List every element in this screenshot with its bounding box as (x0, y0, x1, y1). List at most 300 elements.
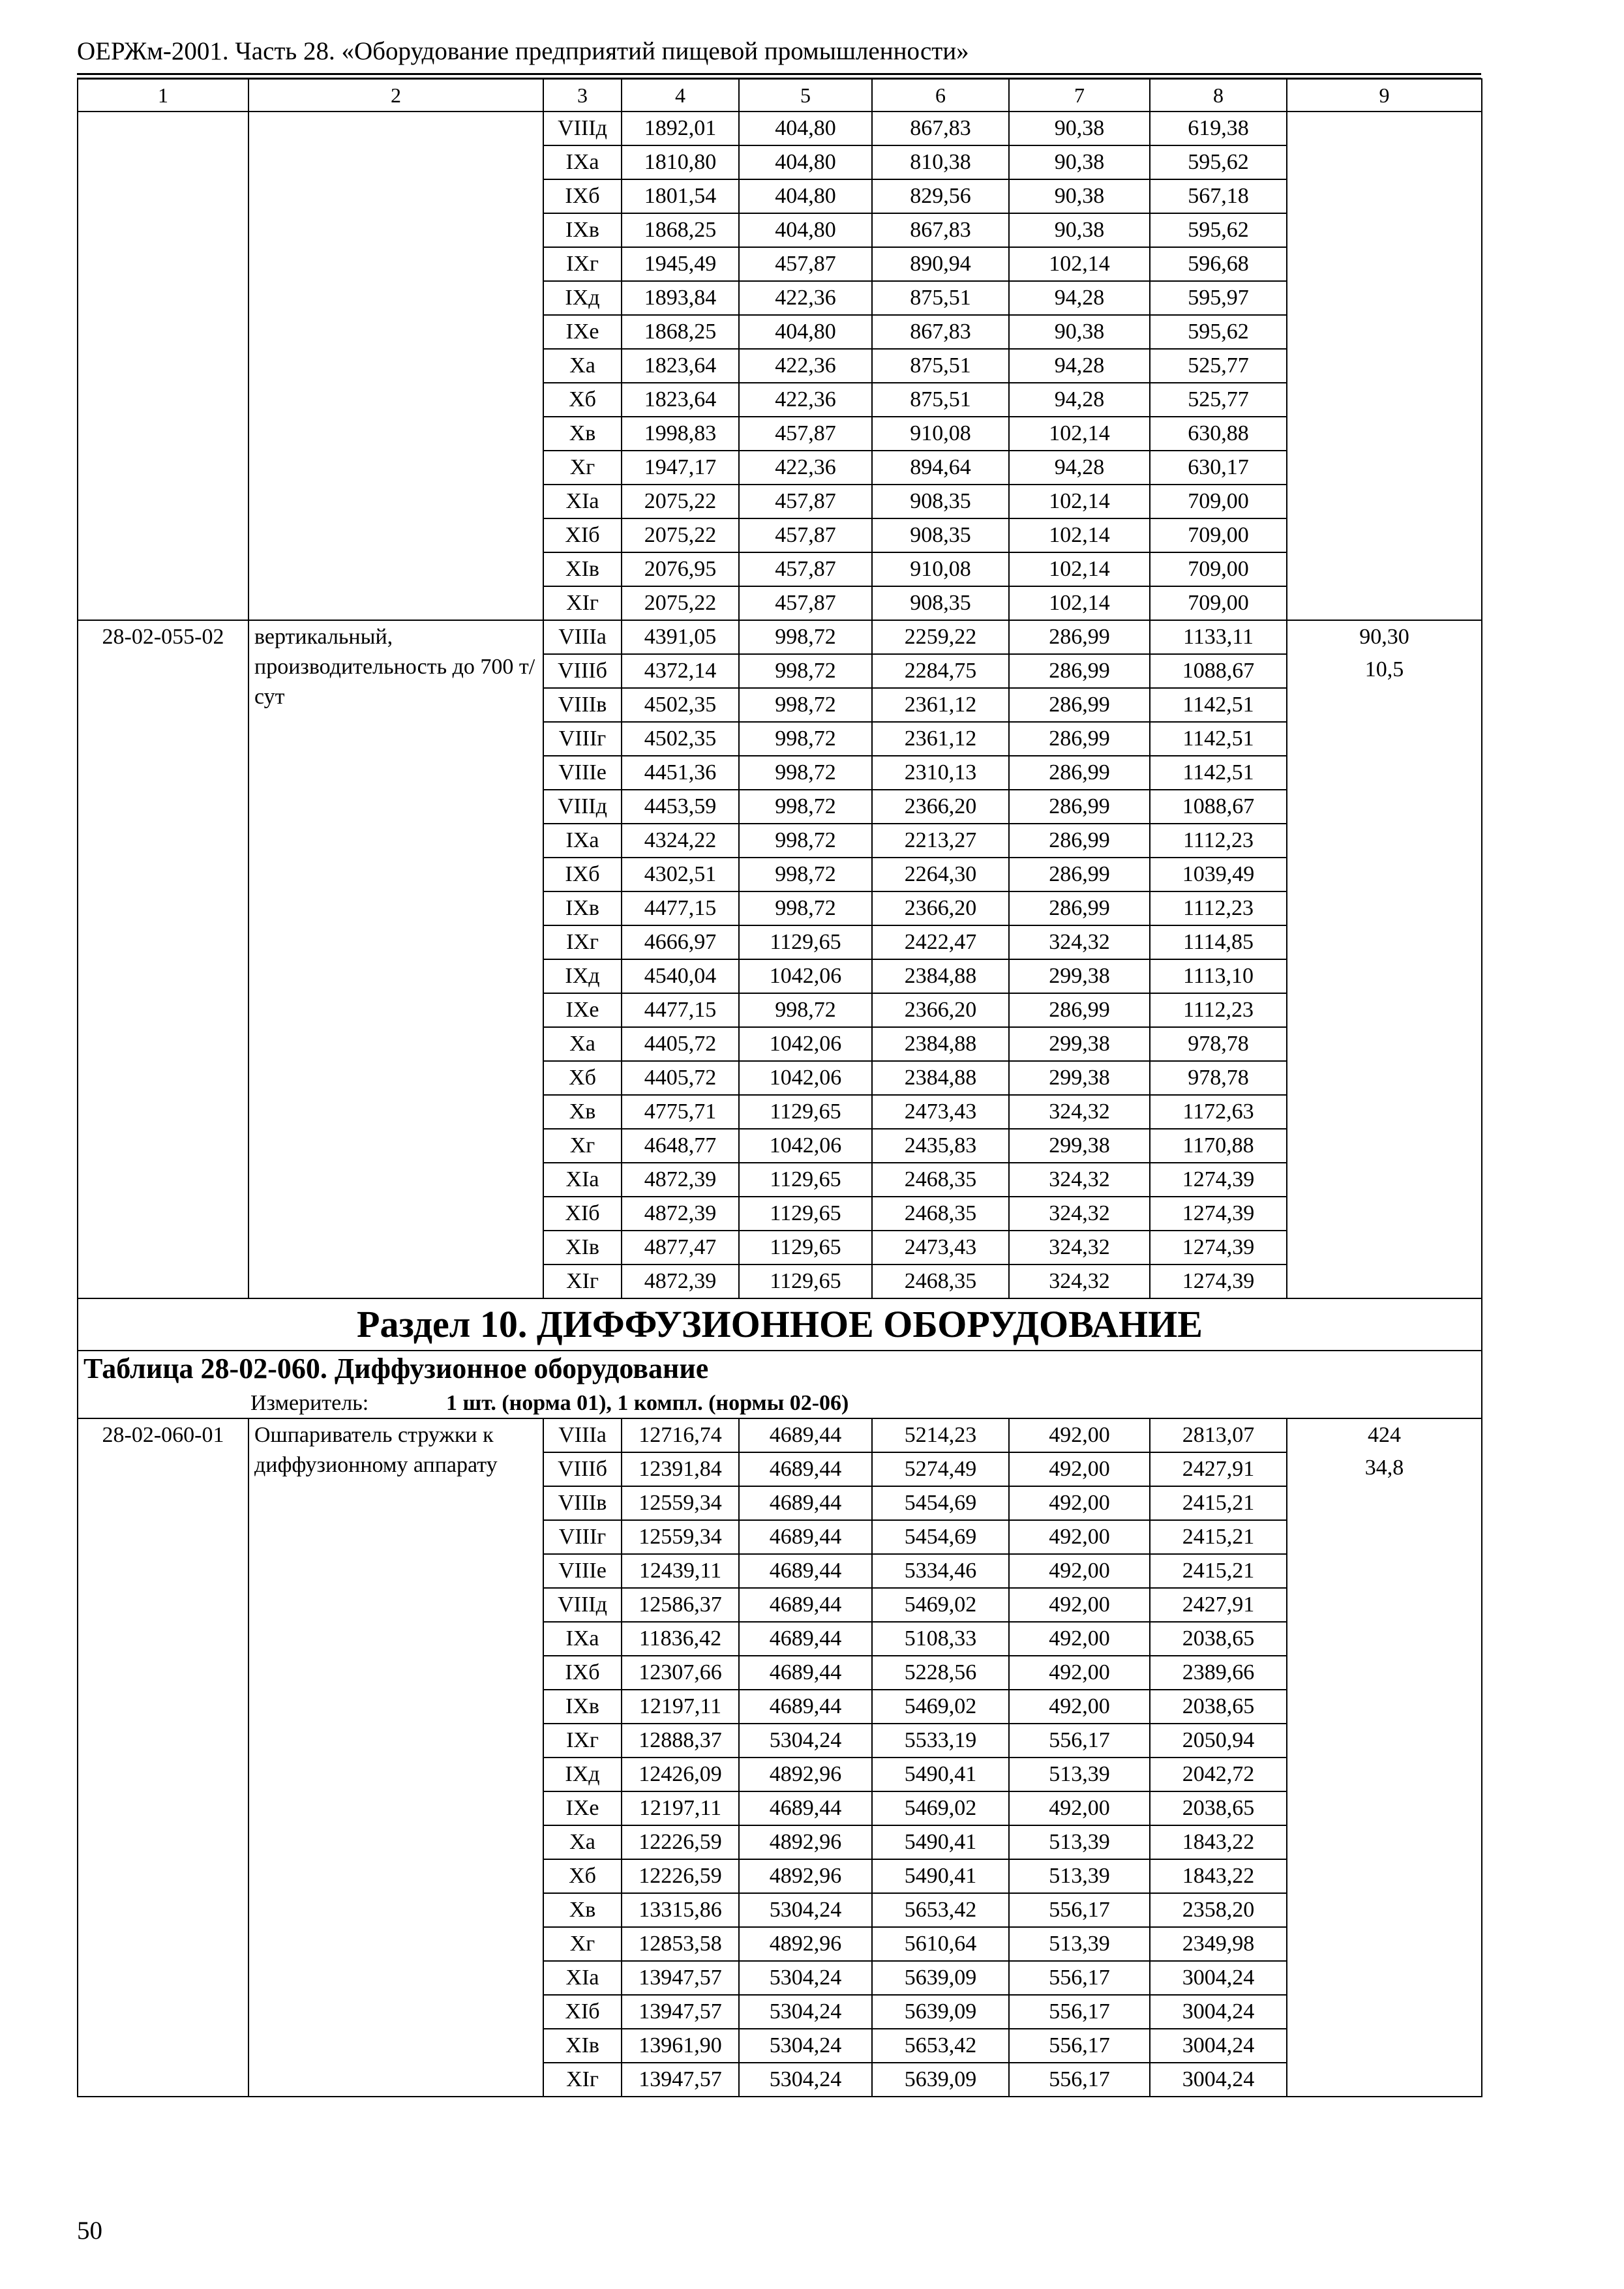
zone-cell: XIв (543, 552, 622, 586)
machinist-wage-cell: 324,32 (1009, 1095, 1150, 1129)
wage-cell: 4689,44 (739, 1418, 872, 1452)
cost-total-cell: 12559,34 (622, 1520, 739, 1554)
material-cost-cell: 1142,51 (1150, 756, 1287, 790)
machine-cost-cell: 2422,47 (872, 925, 1009, 959)
machinist-wage-cell: 299,38 (1009, 1061, 1150, 1095)
wage-cell: 404,80 (739, 145, 872, 179)
machinist-wage-cell: 324,32 (1009, 1163, 1150, 1197)
machinist-wage-cell: 102,14 (1009, 586, 1150, 620)
material-cost-cell: 1274,39 (1150, 1163, 1287, 1197)
material-cost-cell: 2042,72 (1150, 1758, 1287, 1791)
wage-cell: 4689,44 (739, 1554, 872, 1588)
cost-total-cell: 4666,97 (622, 925, 739, 959)
cost-total-cell: 12853,58 (622, 1927, 739, 1961)
zone-cell: VIIIг (543, 1520, 622, 1554)
machine-cost-cell: 910,08 (872, 552, 1009, 586)
zone-cell: IXб (543, 858, 622, 891)
column-number-row (78, 79, 1482, 112)
cost-total-cell: 4540,04 (622, 959, 739, 993)
cost-total-cell: 4477,15 (622, 891, 739, 925)
wage-cell: 1042,06 (739, 1027, 872, 1061)
wage-cell: 1129,65 (739, 1264, 872, 1298)
machine-cost-cell: 875,51 (872, 383, 1009, 417)
machinist-wage-cell: 286,99 (1009, 824, 1150, 858)
column-number-cell: 6 (872, 79, 1009, 112)
cost-total-cell: 12439,11 (622, 1554, 739, 1588)
wage-cell: 1042,06 (739, 1061, 872, 1095)
zone-cell: IXa (543, 1622, 622, 1656)
column-number-cell: 4 (622, 79, 739, 112)
machinist-wage-cell: 286,99 (1009, 688, 1150, 722)
cost-total-cell: 1823,64 (622, 383, 739, 417)
machine-cost-cell: 5454,69 (872, 1520, 1009, 1554)
wage-cell: 4689,44 (739, 1452, 872, 1486)
zone-cell: VIIIб (543, 654, 622, 688)
machinist-wage-cell: 299,38 (1009, 1129, 1150, 1163)
zone-cell: VIIIд (543, 112, 622, 145)
measure-label: Измеритель: (250, 1391, 369, 1415)
machine-cost-cell: 5653,42 (872, 1893, 1009, 1927)
wage-cell: 5304,24 (739, 1893, 872, 1927)
material-cost-cell: 1039,49 (1150, 858, 1287, 891)
cost-total-cell: 4391,05 (622, 620, 739, 654)
machine-cost-cell: 908,35 (872, 485, 1009, 518)
zone-cell: VIIIе (543, 1554, 622, 1588)
machinist-wage-cell: 286,99 (1009, 858, 1150, 891)
machine-cost-cell: 2361,12 (872, 688, 1009, 722)
machinist-wage-cell: 492,00 (1009, 1554, 1150, 1588)
machine-cost-cell: 5214,23 (872, 1418, 1009, 1452)
material-cost-cell: 2349,98 (1150, 1927, 1287, 1961)
wage-cell: 4892,96 (739, 1758, 872, 1791)
table-row (78, 112, 1482, 145)
material-cost-cell: 2038,65 (1150, 1690, 1287, 1724)
wage-cell: 4892,96 (739, 1825, 872, 1859)
cost-total-cell: 11836,42 (622, 1622, 739, 1656)
column-number-cell: 8 (1150, 79, 1287, 112)
material-cost-cell: 3004,24 (1150, 1961, 1287, 1995)
machinist-wage-cell: 286,99 (1009, 620, 1150, 654)
machinist-wage-cell: 286,99 (1009, 654, 1150, 688)
machine-cost-cell: 867,83 (872, 315, 1009, 349)
machinist-wage-cell: 299,38 (1009, 1027, 1150, 1061)
material-cost-cell: 3004,24 (1150, 2029, 1287, 2063)
cost-total-cell: 13947,57 (622, 2063, 739, 2097)
machine-cost-cell: 2264,30 (872, 858, 1009, 891)
wage-cell: 5304,24 (739, 2063, 872, 2097)
material-cost-cell: 709,00 (1150, 485, 1287, 518)
wage-cell: 4689,44 (739, 1622, 872, 1656)
machinist-wage-cell: 102,14 (1009, 247, 1150, 281)
machinist-wage-cell: 90,38 (1009, 179, 1150, 213)
machine-cost-cell: 5469,02 (872, 1690, 1009, 1724)
machinist-wage-cell: 492,00 (1009, 1486, 1150, 1520)
zone-cell: IXб (543, 1656, 622, 1690)
labor-value: 424 (1368, 1423, 1401, 1447)
wage-cell: 457,87 (739, 485, 872, 518)
wage-cell: 4892,96 (739, 1859, 872, 1893)
material-cost-cell: 1274,39 (1150, 1197, 1287, 1231)
wage-cell: 422,36 (739, 349, 872, 383)
header-divider (77, 73, 1481, 78)
cost-total-cell: 12226,59 (622, 1859, 739, 1893)
cost-total-cell: 1892,01 (622, 112, 739, 145)
work-name-cell: Ошпариватель стружки к диффузионному аппарату (248, 1418, 543, 2097)
zone-cell: Xг (543, 1129, 622, 1163)
wage-cell: 1129,65 (739, 1095, 872, 1129)
zone-cell: Xг (543, 451, 622, 485)
wage-cell: 998,72 (739, 891, 872, 925)
wage-cell: 1129,65 (739, 1197, 872, 1231)
cost-total-cell: 4502,35 (622, 722, 739, 756)
cost-total-cell: 13315,86 (622, 1893, 739, 1927)
wage-cell: 4689,44 (739, 1588, 872, 1622)
material-cost-cell: 2415,21 (1150, 1486, 1287, 1520)
machinist-wage-cell: 513,39 (1009, 1825, 1150, 1859)
material-cost-cell: 2427,91 (1150, 1452, 1287, 1486)
machinist-wage-cell: 102,14 (1009, 518, 1150, 552)
machinist-wage-cell: 492,00 (1009, 1452, 1150, 1486)
material-cost-cell: 2358,20 (1150, 1893, 1287, 1927)
machine-cost-cell: 5639,09 (872, 1995, 1009, 2029)
material-cost-cell: 1112,23 (1150, 824, 1287, 858)
machinist-wage-cell: 492,00 (1009, 1656, 1150, 1690)
material-cost-cell: 3004,24 (1150, 2063, 1287, 2097)
wage-cell: 1042,06 (739, 1129, 872, 1163)
zone-cell: XIa (543, 1961, 622, 1995)
cost-total-cell: 4324,22 (622, 824, 739, 858)
zone-cell: IXг (543, 1724, 622, 1758)
cost-total-cell: 12426,09 (622, 1758, 739, 1791)
work-name-cell: вертикальный, производительность до 700 т/сут (248, 620, 543, 1298)
material-cost-cell: 1113,10 (1150, 959, 1287, 993)
zone-cell: Xв (543, 1095, 622, 1129)
cost-total-cell: 2075,22 (622, 518, 739, 552)
zone-cell: VIIIд (543, 1588, 622, 1622)
material-cost-cell: 978,78 (1150, 1061, 1287, 1095)
column-number-cell: 2 (248, 79, 543, 112)
table-title: Таблица 28-02-060. Диффузионное оборудование (83, 1353, 709, 1384)
machinist-wage-cell: 94,28 (1009, 349, 1150, 383)
zone-cell: VIIIе (543, 756, 622, 790)
machinist-wage-cell: 513,39 (1009, 1859, 1150, 1893)
zone-cell: Xв (543, 417, 622, 451)
machine-cost-cell: 5490,41 (872, 1825, 1009, 1859)
cost-total-cell: 4405,72 (622, 1061, 739, 1095)
zone-cell: Xa (543, 1027, 622, 1061)
wage-cell: 4689,44 (739, 1791, 872, 1825)
machinist-wage-cell: 286,99 (1009, 790, 1150, 824)
measure-row (78, 1389, 1482, 1418)
machine-cost-cell: 5454,69 (872, 1486, 1009, 1520)
machine-cost-cell: 910,08 (872, 417, 1009, 451)
machinist-wage-cell: 556,17 (1009, 1961, 1150, 1995)
cost-total-cell: 12888,37 (622, 1724, 739, 1758)
labor-cost-cell (1287, 1418, 1482, 2097)
machine-cost-cell: 5108,33 (872, 1622, 1009, 1656)
wage-cell: 404,80 (739, 315, 872, 349)
price-code-cell: 28-02-055-02 (78, 620, 248, 1298)
table-row (78, 1418, 1482, 1452)
material-cost-cell: 595,62 (1150, 213, 1287, 247)
wage-cell: 4689,44 (739, 1486, 872, 1520)
zone-cell: XIг (543, 586, 622, 620)
material-cost-cell: 567,18 (1150, 179, 1287, 213)
cost-total-cell: 12716,74 (622, 1418, 739, 1452)
page-header-title: ОЕРЖм-2001. Часть 28. «Оборудование предприятий пищевой промышленности» (77, 37, 969, 65)
machine-cost-cell: 5469,02 (872, 1588, 1009, 1622)
cost-total-cell: 12307,66 (622, 1656, 739, 1690)
cost-total-cell: 12226,59 (622, 1825, 739, 1859)
wage-cell: 1129,65 (739, 1231, 872, 1264)
zone-cell: VIIIв (543, 1486, 622, 1520)
zone-cell: IXв (543, 213, 622, 247)
machinist-wage-cell: 94,28 (1009, 451, 1150, 485)
machine-cost-cell: 2366,20 (872, 790, 1009, 824)
zone-cell: Xв (543, 1893, 622, 1927)
machine-cost-cell: 2468,35 (872, 1163, 1009, 1197)
cost-total-cell: 1945,49 (622, 247, 739, 281)
machinist-wage-cell: 90,38 (1009, 112, 1150, 145)
work-name-cell (248, 112, 543, 620)
material-cost-cell: 709,00 (1150, 552, 1287, 586)
wage-cell: 998,72 (739, 824, 872, 858)
wage-cell: 457,87 (739, 417, 872, 451)
material-cost-cell: 1088,67 (1150, 790, 1287, 824)
zone-cell: IXб (543, 179, 622, 213)
machinist-wage-cell: 286,99 (1009, 993, 1150, 1027)
zone-cell: Xa (543, 1825, 622, 1859)
wage-cell: 998,72 (739, 722, 872, 756)
cost-total-cell: 12559,34 (622, 1486, 739, 1520)
cost-total-cell: 4502,35 (622, 688, 739, 722)
zone-cell: VIIIa (543, 620, 622, 654)
material-cost-cell: 1170,88 (1150, 1129, 1287, 1163)
machinist-wage-cell: 324,32 (1009, 1231, 1150, 1264)
machinist-wage-cell: 324,32 (1009, 1264, 1150, 1298)
wage-cell: 404,80 (739, 179, 872, 213)
machine-cost-cell: 890,94 (872, 247, 1009, 281)
wage-cell: 998,72 (739, 790, 872, 824)
wage-cell: 422,36 (739, 451, 872, 485)
material-cost-cell: 3004,24 (1150, 1995, 1287, 2029)
zone-cell: VIIIa (543, 1418, 622, 1452)
material-cost-cell: 1274,39 (1150, 1231, 1287, 1264)
labor-cost-cell (1287, 620, 1482, 1298)
machinist-wage-cell: 324,32 (1009, 1197, 1150, 1231)
machine-cost-cell: 2473,43 (872, 1231, 1009, 1264)
price-code-cell (78, 112, 248, 620)
labor-value: 34,8 (1364, 1456, 1404, 1480)
machine-cost-cell: 908,35 (872, 586, 1009, 620)
machinist-wage-cell: 556,17 (1009, 1995, 1150, 2029)
machinist-wage-cell: 102,14 (1009, 552, 1150, 586)
labor-value: 10,5 (1364, 657, 1404, 681)
zone-cell: Xг (543, 1927, 622, 1961)
zone-cell: XIб (543, 518, 622, 552)
wage-cell: 1129,65 (739, 1163, 872, 1197)
cost-total-cell: 13961,90 (622, 2029, 739, 2063)
section-heading-row (78, 1298, 1482, 1351)
measure-cell (78, 1389, 1482, 1418)
machinist-wage-cell: 492,00 (1009, 1418, 1150, 1452)
machinist-wage-cell: 492,00 (1009, 1588, 1150, 1622)
machinist-wage-cell: 556,17 (1009, 1893, 1150, 1927)
material-cost-cell: 595,97 (1150, 281, 1287, 315)
zone-cell: Xa (543, 349, 622, 383)
material-cost-cell: 525,77 (1150, 383, 1287, 417)
measure-value: 1 шт. (норма 01), 1 компл. (нормы 02-06) (446, 1391, 849, 1415)
section-heading: Раздел 10. ДИФФУЗИОННОЕ ОБОРУДОВАНИЕ (78, 1298, 1482, 1351)
machine-cost-cell: 2384,88 (872, 1061, 1009, 1095)
machine-cost-cell: 2259,22 (872, 620, 1009, 654)
wage-cell: 5304,24 (739, 2029, 872, 2063)
zone-cell: IXд (543, 959, 622, 993)
material-cost-cell: 619,38 (1150, 112, 1287, 145)
material-cost-cell: 2427,91 (1150, 1588, 1287, 1622)
material-cost-cell: 1172,63 (1150, 1095, 1287, 1129)
machinist-wage-cell: 492,00 (1009, 1791, 1150, 1825)
table-row (78, 620, 1482, 654)
wage-cell: 4689,44 (739, 1520, 872, 1554)
machinist-wage-cell: 286,99 (1009, 891, 1150, 925)
cost-total-cell: 4453,59 (622, 790, 739, 824)
machine-cost-cell: 867,83 (872, 112, 1009, 145)
zone-cell: IXд (543, 1758, 622, 1791)
cost-total-cell: 12391,84 (622, 1452, 739, 1486)
zone-cell: IXе (543, 315, 622, 349)
zone-cell: IXе (543, 993, 622, 1027)
machine-cost-cell: 2366,20 (872, 891, 1009, 925)
material-cost-cell: 2415,21 (1150, 1520, 1287, 1554)
wage-cell: 5304,24 (739, 1961, 872, 1995)
cost-total-cell: 13947,57 (622, 1961, 739, 1995)
zone-cell: XIб (543, 1995, 622, 2029)
cost-total-cell: 4648,77 (622, 1129, 739, 1163)
wage-cell: 5304,24 (739, 1995, 872, 2029)
material-cost-cell: 630,88 (1150, 417, 1287, 451)
cost-total-cell: 13947,57 (622, 1995, 739, 2029)
machine-cost-cell: 894,64 (872, 451, 1009, 485)
machine-cost-cell: 5653,42 (872, 2029, 1009, 2063)
wage-cell: 5304,24 (739, 1724, 872, 1758)
material-cost-cell: 1114,85 (1150, 925, 1287, 959)
machinist-wage-cell: 286,99 (1009, 756, 1150, 790)
zone-cell: IXa (543, 824, 622, 858)
material-cost-cell: 1274,39 (1150, 1264, 1287, 1298)
zone-cell: IXг (543, 925, 622, 959)
machinist-wage-cell: 90,38 (1009, 213, 1150, 247)
machinist-wage-cell: 90,38 (1009, 315, 1150, 349)
price-code-cell: 28-02-060-01 (78, 1418, 248, 2097)
machine-cost-cell: 5228,56 (872, 1656, 1009, 1690)
machine-cost-cell: 5334,46 (872, 1554, 1009, 1588)
material-cost-cell: 1133,11 (1150, 620, 1287, 654)
wage-cell: 4689,44 (739, 1690, 872, 1724)
machine-cost-cell: 5639,09 (872, 1961, 1009, 1995)
cost-total-cell: 4451,36 (622, 756, 739, 790)
machinist-wage-cell: 556,17 (1009, 2029, 1150, 2063)
zone-cell: Xб (543, 1061, 622, 1095)
wage-cell: 998,72 (739, 858, 872, 891)
column-number-cell: 1 (78, 79, 248, 112)
column-number-cell: 7 (1009, 79, 1150, 112)
cost-total-cell: 1810,80 (622, 145, 739, 179)
cost-total-cell: 1801,54 (622, 179, 739, 213)
machine-cost-cell: 5490,41 (872, 1859, 1009, 1893)
machinist-wage-cell: 492,00 (1009, 1520, 1150, 1554)
material-cost-cell: 596,68 (1150, 247, 1287, 281)
wage-cell: 1042,06 (739, 959, 872, 993)
machine-cost-cell: 2213,27 (872, 824, 1009, 858)
zone-cell: XIa (543, 1163, 622, 1197)
material-cost-cell: 2813,07 (1150, 1418, 1287, 1452)
wage-cell: 457,87 (739, 586, 872, 620)
wage-cell: 998,72 (739, 993, 872, 1027)
wage-cell: 998,72 (739, 756, 872, 790)
machine-cost-cell: 875,51 (872, 349, 1009, 383)
wage-cell: 998,72 (739, 654, 872, 688)
zone-cell: VIIIг (543, 722, 622, 756)
machine-cost-cell: 2384,88 (872, 1027, 1009, 1061)
cost-total-cell: 1868,25 (622, 213, 739, 247)
zone-cell: XIa (543, 485, 622, 518)
wage-cell: 998,72 (739, 688, 872, 722)
machine-cost-cell: 5490,41 (872, 1758, 1009, 1791)
zone-cell: XIв (543, 1231, 622, 1264)
cost-total-cell: 12586,37 (622, 1588, 739, 1622)
machine-cost-cell: 5533,19 (872, 1724, 1009, 1758)
machinist-wage-cell: 492,00 (1009, 1690, 1150, 1724)
material-cost-cell: 2038,65 (1150, 1622, 1287, 1656)
machine-cost-cell: 2435,83 (872, 1129, 1009, 1163)
machinist-wage-cell: 102,14 (1009, 485, 1150, 518)
material-cost-cell: 2389,66 (1150, 1656, 1287, 1690)
wage-cell: 457,87 (739, 247, 872, 281)
wage-cell: 404,80 (739, 112, 872, 145)
zone-cell: IXе (543, 1791, 622, 1825)
cost-total-cell: 1893,84 (622, 281, 739, 315)
column-number-cell: 3 (543, 79, 622, 112)
cost-total-cell: 2075,22 (622, 485, 739, 518)
zone-cell: IXд (543, 281, 622, 315)
column-number-cell: 5 (739, 79, 872, 112)
material-cost-cell: 709,00 (1150, 518, 1287, 552)
cost-total-cell: 4872,39 (622, 1197, 739, 1231)
table-title-row (78, 1351, 1482, 1389)
material-cost-cell: 1112,23 (1150, 993, 1287, 1027)
zone-cell: VIIIб (543, 1452, 622, 1486)
cost-total-cell: 12197,11 (622, 1690, 739, 1724)
material-cost-cell: 595,62 (1150, 145, 1287, 179)
machinist-wage-cell: 513,39 (1009, 1927, 1150, 1961)
wage-cell: 457,87 (739, 518, 872, 552)
labor-cost-cell (1287, 112, 1482, 620)
machine-cost-cell: 810,38 (872, 145, 1009, 179)
material-cost-cell: 1112,23 (1150, 891, 1287, 925)
machinist-wage-cell: 324,32 (1009, 925, 1150, 959)
machinist-wage-cell: 94,28 (1009, 281, 1150, 315)
zone-cell: VIIIв (543, 688, 622, 722)
zone-cell: IXг (543, 247, 622, 281)
machinist-wage-cell: 102,14 (1009, 417, 1150, 451)
cost-total-cell: 2076,95 (622, 552, 739, 586)
material-cost-cell: 709,00 (1150, 586, 1287, 620)
cost-total-cell: 12197,11 (622, 1791, 739, 1825)
cost-total-cell: 1823,64 (622, 349, 739, 383)
zone-cell: XIг (543, 1264, 622, 1298)
material-cost-cell: 2038,65 (1150, 1791, 1287, 1825)
